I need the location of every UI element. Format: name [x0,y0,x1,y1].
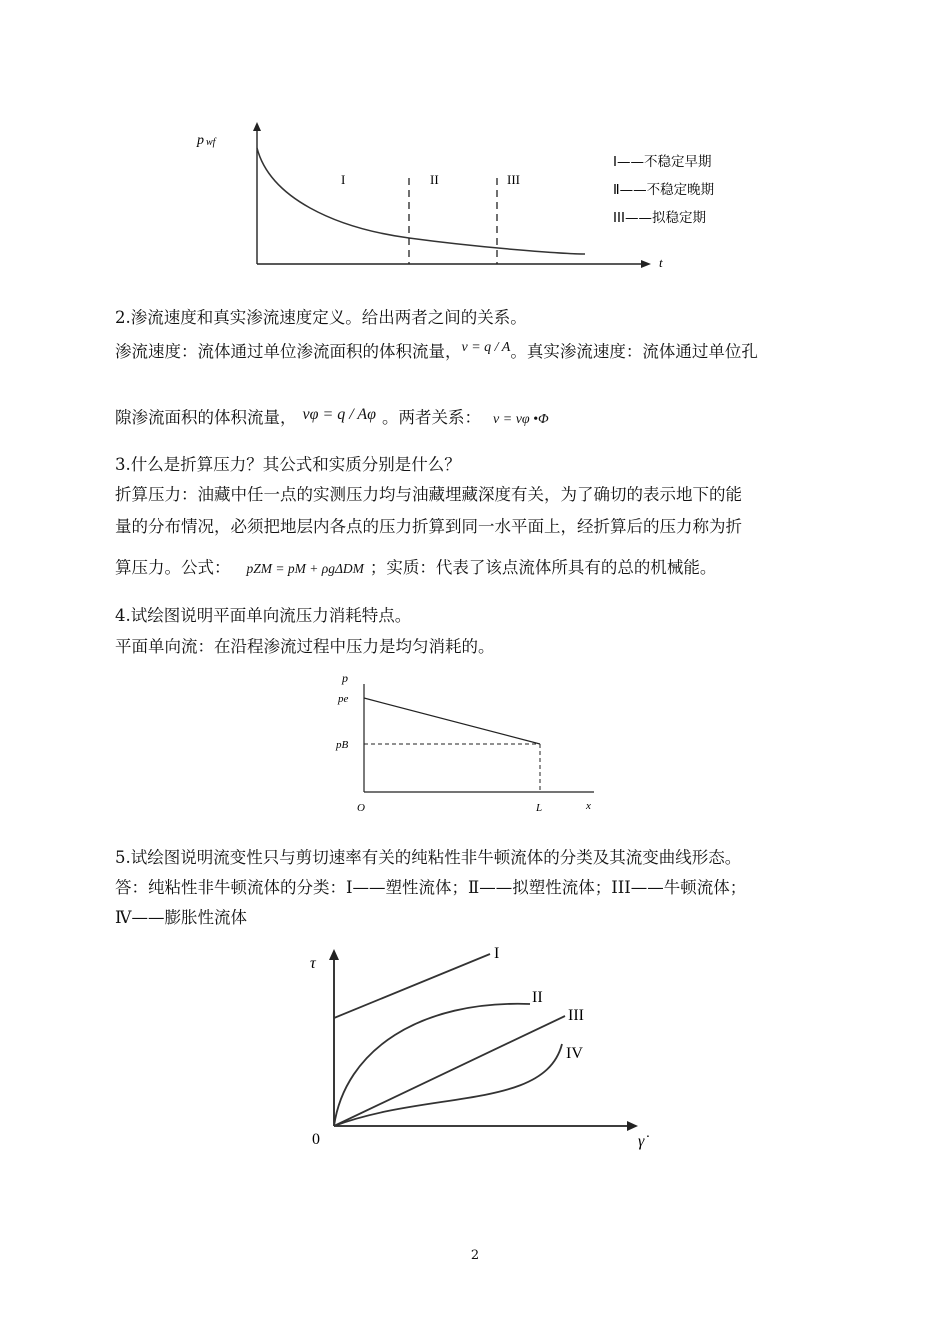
q3-line1: 折算压力：油藏中任一点的实测压力均与油藏埋藏深度有关，为了确切的表示地下的能 [115,485,742,504]
y-axis-label: τ [310,955,316,972]
q4-answer: 平面单向流：在沿程渗流过程中压力是均匀消耗的。 [115,637,495,656]
pb-label: pB [336,739,349,751]
pressure-line [364,698,540,744]
q2-line1-a: 渗流速度：流体通过单位渗流面积的体积流量， [115,342,462,361]
q3-title: 3.什么是折算压力？其公式和实质分别是什么？ [115,455,461,474]
curve-label-IV: IV [566,1045,583,1062]
q2-title: 2.渗流速度和真实渗流速度定义。给出两者之间的关系。 [115,308,527,327]
figure-rheology-curves [300,940,670,1155]
curve-II-pseudoplastic [334,1004,530,1126]
region-label-1: I [341,172,346,187]
region-label-2: II [430,172,439,187]
q2-formula1: v = q / A [461,340,511,355]
y-axis-arrow [329,949,339,960]
x-axis-arrow [627,1121,638,1131]
q3-formula: pZM = pM + ρgΔDM [246,561,364,576]
pe-label: pe [338,693,349,705]
figure-pwf-vs-t [185,118,755,278]
legend-item-3: III——拟稳定期 [613,210,706,226]
q2-formula3: v = vφ •Φ [493,412,549,427]
q2-line2-a: 隙渗流面积的体积流量， [115,408,297,427]
y-axis-label-sub: wf [206,137,216,148]
q2-line2-b: 。两者关系： [382,408,482,427]
origin-label: 0 [312,1131,320,1148]
q2-formula2: vφ = q / Aφ [302,406,377,423]
curve-III-newtonian [334,1016,565,1126]
x-axis-label: γ̇ [638,1133,645,1150]
q3-line3-a: 算压力。公式： [115,558,231,577]
legend-item-2: Ⅱ——不稳定晚期 [613,182,715,198]
curve-label-II: II [532,989,543,1006]
q2-line1-b: 。真实渗流速度：流体通过单位孔 [510,342,758,361]
q2-line2 [115,406,549,432]
region-label-3: III [507,172,520,187]
x-axis-label: x [586,800,591,812]
x-axis-label: t [659,255,663,270]
q3-line3 [115,556,716,581]
q2-line1 [115,340,758,366]
q4-title: 4.试绘图说明平面单向流压力消耗特点。 [115,606,412,625]
q5-answer-line1: 答：纯粘性非牛顿流体的分类：Ⅰ——塑性流体；Ⅱ——拟塑性流体；III——牛顿流体； [115,878,747,897]
curve-label-I: I [494,945,500,962]
y-axis-arrow [253,122,261,131]
page-number: 2 [470,1248,480,1263]
q5-answer-line2: Ⅳ——膨胀性流体 [115,908,247,927]
L-label: L [536,802,543,814]
y-axis-label: p [342,671,348,685]
pressure-decline-curve [257,148,585,254]
q5-title: 5.试绘图说明流变性只与剪切速率有关的纯粘性非牛顿流体的分类及其流变曲线形态。 [115,848,742,867]
q3-line3-b: ；实质：代表了该点流体所具有的总的机械能。 [369,558,717,577]
curve-label-III: III [568,1007,584,1024]
x-axis-arrow [641,260,651,268]
figure-linear-flow-pressure [330,668,610,818]
q3-line2: 量的分布情况，必须把地层内各点的压力折算到同一水平面上，经折算后的压力称为折 [115,517,742,536]
legend-item-1: Ⅰ——不稳定早期 [613,154,712,170]
y-axis-label: p [197,133,204,148]
origin-label: O [357,802,365,814]
